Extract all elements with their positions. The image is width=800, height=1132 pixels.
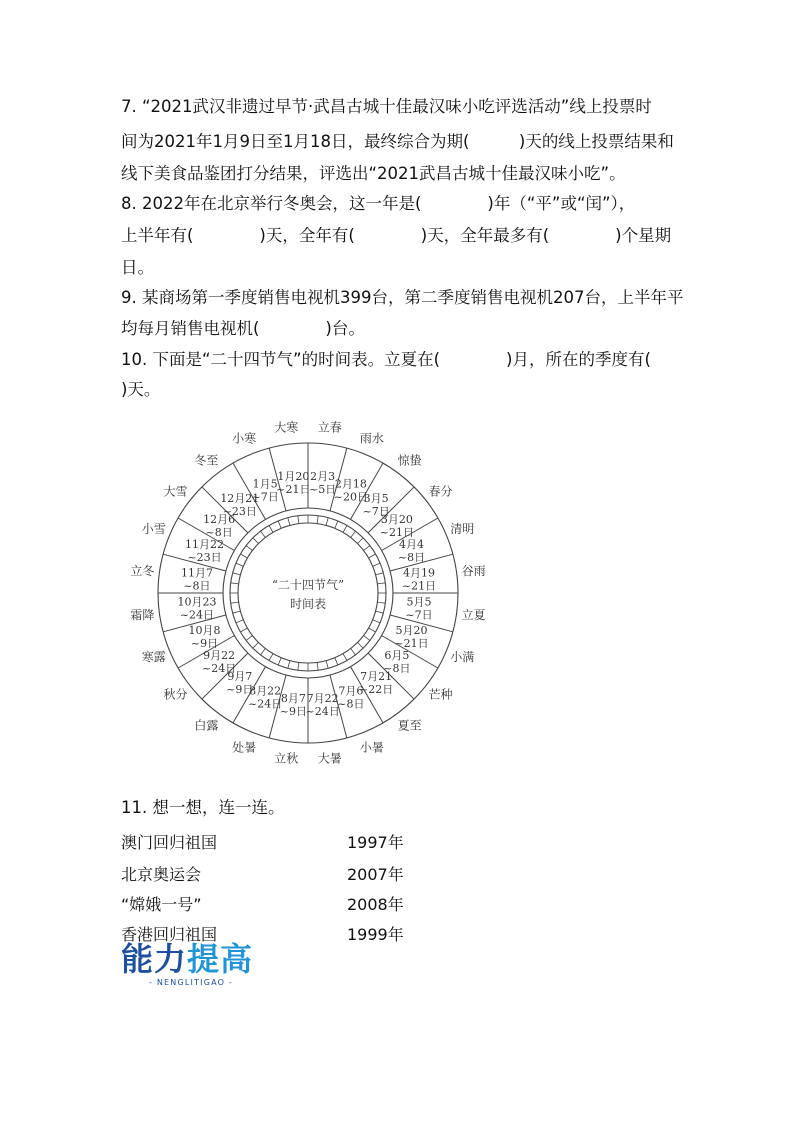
date-label: 4月4	[398, 538, 424, 552]
wheel-tick	[288, 661, 290, 669]
wheel-tick	[326, 518, 328, 526]
solar-term-label: 立秋	[274, 751, 299, 766]
wheel-tick	[278, 658, 281, 665]
date-label: 7月6	[338, 684, 364, 698]
logo-wordmark	[121, 942, 271, 976]
wheel-tick	[269, 654, 273, 661]
date-label: 11月7	[180, 566, 213, 580]
date-label: 4月19	[403, 566, 436, 580]
q10-line-2: )天。	[121, 380, 161, 399]
date-label: 8月7	[280, 692, 306, 706]
date-label: 2月18	[334, 477, 367, 491]
solar-term-label: 小雪	[141, 522, 166, 537]
solar-term-label: 小暑	[359, 740, 384, 755]
q9-line-1: 9. 某商场第一季度销售电视机399台，第二季度销售电视机207台，上半年平	[121, 288, 684, 307]
solar-term-label: 冬至	[194, 453, 219, 468]
date-label: 11月22	[185, 538, 225, 552]
wheel-tick	[298, 662, 299, 670]
solar-term-label: 处暑	[232, 740, 257, 755]
wheel-tick	[261, 649, 266, 655]
date-label: ~8日	[205, 525, 233, 539]
wheel-tick	[343, 654, 347, 661]
q8-line-2: 上半年有( )天，全年有( )天，全年最多有( )个星期	[121, 226, 672, 245]
date-label: 7月22	[306, 692, 339, 706]
brand-logo	[121, 942, 271, 987]
date-label: ~8日	[337, 697, 365, 711]
wheel-tick	[246, 636, 252, 641]
date-label: ~24日	[305, 705, 340, 719]
wheel-tick	[376, 611, 384, 613]
date-label: ~7日	[251, 490, 279, 504]
date-label: ~21日	[379, 525, 414, 539]
date-label: 12月6	[203, 512, 236, 526]
wheel-tick	[357, 642, 363, 648]
wheel-tick	[253, 642, 259, 648]
date-label: 9月22	[203, 649, 236, 663]
date-label: ~8日	[397, 551, 426, 565]
wheel-tick	[298, 516, 299, 524]
q7-line-3: 线下美食品鉴团打分结果，评选出“2021武昌古城十佳最汉味小吃”。	[121, 164, 626, 183]
wheel-tick	[317, 516, 318, 524]
wheel-dates	[177, 470, 436, 718]
solar-term-label: 夏至	[397, 718, 422, 733]
wheel-tick	[253, 538, 259, 544]
date-label: 8月22	[249, 684, 282, 698]
date-label: 1月5	[252, 477, 278, 491]
date-label: 1月20	[277, 469, 310, 483]
date-label: ~24日	[248, 697, 283, 711]
wheel-tick	[231, 583, 239, 584]
date-label: ~5日	[309, 482, 337, 496]
solar-term-label: 雨水	[359, 431, 384, 446]
solar-term-label: 立春	[317, 420, 342, 435]
wheel-tick	[233, 611, 241, 613]
q8-line-1: 8. 2022年在北京举行冬奥会，这一年是( )年（“平”或“闰”），	[121, 194, 636, 213]
date-label: 3月5	[363, 492, 389, 506]
solar-term-label: 大雪	[163, 484, 188, 499]
solar-terms-wheel	[120, 405, 520, 775]
solar-term-label: 小满	[450, 649, 475, 664]
solar-term-label: 清明	[450, 522, 475, 537]
wheel-tick	[240, 554, 247, 558]
date-label: ~9日	[190, 636, 219, 650]
wheel-tick	[351, 531, 356, 537]
q11-title: 11. 想一想，连一连。	[121, 798, 285, 817]
q7-line-1: 7. “2021武汉非遗过早节·武昌古城十佳最汉味小吃评选活动”线上投票时	[121, 97, 652, 116]
solar-term-label: 春分	[428, 484, 453, 499]
date-label: ~9日	[226, 682, 254, 696]
wheel-tick	[343, 525, 347, 532]
q8-line-3: 日。	[121, 258, 154, 277]
date-label: ~21日	[394, 636, 429, 650]
date-label: ~22日	[359, 682, 394, 696]
wheel-ring-3	[238, 523, 378, 663]
date-label: 10月8	[188, 623, 221, 637]
solar-term-label: 惊蛰	[397, 453, 422, 468]
wheel-tick	[288, 518, 290, 526]
match-year: 2008年	[347, 895, 404, 914]
wheel-tick	[269, 525, 273, 532]
match-year: 2007年	[347, 865, 404, 884]
logo-part-2: 提高	[187, 940, 254, 978]
wheel-tick	[376, 573, 384, 575]
match-event: 香港回归祖国	[121, 925, 218, 944]
logo-part-1: 能力	[121, 940, 188, 978]
date-label: ~24日	[202, 662, 237, 676]
wheel-tick	[240, 628, 247, 632]
wheel-tick	[369, 554, 376, 558]
date-label: ~8日	[183, 579, 211, 593]
date-label: ~8日	[383, 662, 411, 676]
wheel-tick	[278, 521, 281, 528]
wheel-tick	[335, 658, 338, 665]
date-label: ~24日	[179, 608, 215, 622]
date-label: 9月7	[227, 669, 253, 683]
solar-term-label: 小寒	[232, 431, 257, 446]
date-label: ~20日	[333, 490, 368, 504]
date-label: 10月23	[177, 595, 217, 609]
q10-line-1: 10. 下面是“二十四节气”的时间表。立夏在( )月，所在的季度有(	[121, 350, 651, 369]
wheel-tick	[357, 538, 363, 544]
wheel-ring-1	[223, 508, 393, 678]
wheel-tick	[364, 546, 370, 551]
wheel-center-subtitle: 时间表	[289, 597, 327, 611]
logo-subtitle: - NENGLITIGAO -	[149, 978, 233, 987]
solar-term-label: 寒露	[141, 649, 166, 664]
solar-term-label: 立冬	[130, 564, 155, 579]
match-event: 北京奥运会	[121, 865, 202, 884]
date-label: ~7日	[362, 505, 390, 519]
wheel-center-title: “二十四节气”	[271, 578, 345, 592]
date-label: 3月20	[380, 512, 413, 526]
date-label: ~23日	[187, 551, 222, 565]
q7-line-2: 间为2021年1月9日至1月18日，最终综合为期( )天的线上投票结果和	[121, 132, 674, 151]
match-event: 澳门回归祖国	[121, 833, 218, 852]
date-label: 5月20	[395, 623, 428, 637]
match-year: 1999年	[347, 925, 404, 944]
solar-term-label: 立夏	[461, 607, 486, 622]
wheel-tick	[246, 546, 252, 551]
wheel-tick	[236, 563, 243, 566]
solar-term-label: 谷雨	[461, 564, 486, 579]
q9-line-2: 均每月销售电视机( )台。	[121, 319, 365, 338]
date-label: 12月21	[220, 492, 260, 506]
date-label: ~21日	[401, 579, 437, 593]
wheel-tick	[351, 649, 356, 655]
wheel-tick	[373, 563, 380, 566]
wheel-tick	[364, 636, 370, 641]
wheel-tick	[377, 583, 385, 584]
wheel-tick	[326, 661, 328, 669]
match-event: “嫦娥一号”	[121, 895, 202, 914]
date-label: ~9日	[279, 705, 307, 719]
solar-term-label: 大暑	[317, 751, 342, 766]
solar-term-label: 大寒	[274, 420, 299, 435]
wheel-tick	[369, 628, 376, 632]
match-year: 1997年	[347, 833, 404, 852]
solar-term-label: 白露	[194, 718, 219, 733]
solar-term-label: 霜降	[130, 607, 155, 622]
wheel-tick	[335, 521, 338, 528]
wheel-tick	[377, 602, 385, 603]
date-label: 7月21	[360, 669, 393, 683]
date-label: 5月5	[406, 595, 432, 609]
wheel-tick	[373, 620, 380, 623]
date-label: ~23日	[222, 505, 257, 519]
wheel-tick	[317, 662, 318, 670]
solar-term-label: 秋分	[163, 687, 188, 702]
date-label: ~7日	[405, 608, 433, 622]
wheel-tick	[231, 602, 239, 603]
date-label: 2月3	[310, 469, 336, 483]
wheel-tick	[236, 620, 243, 623]
date-label: 6月5	[384, 649, 410, 663]
solar-term-label: 芒种	[428, 687, 453, 702]
date-label: ~21日	[276, 482, 311, 496]
wheel-tick	[261, 531, 266, 537]
wheel-tick	[233, 573, 241, 575]
